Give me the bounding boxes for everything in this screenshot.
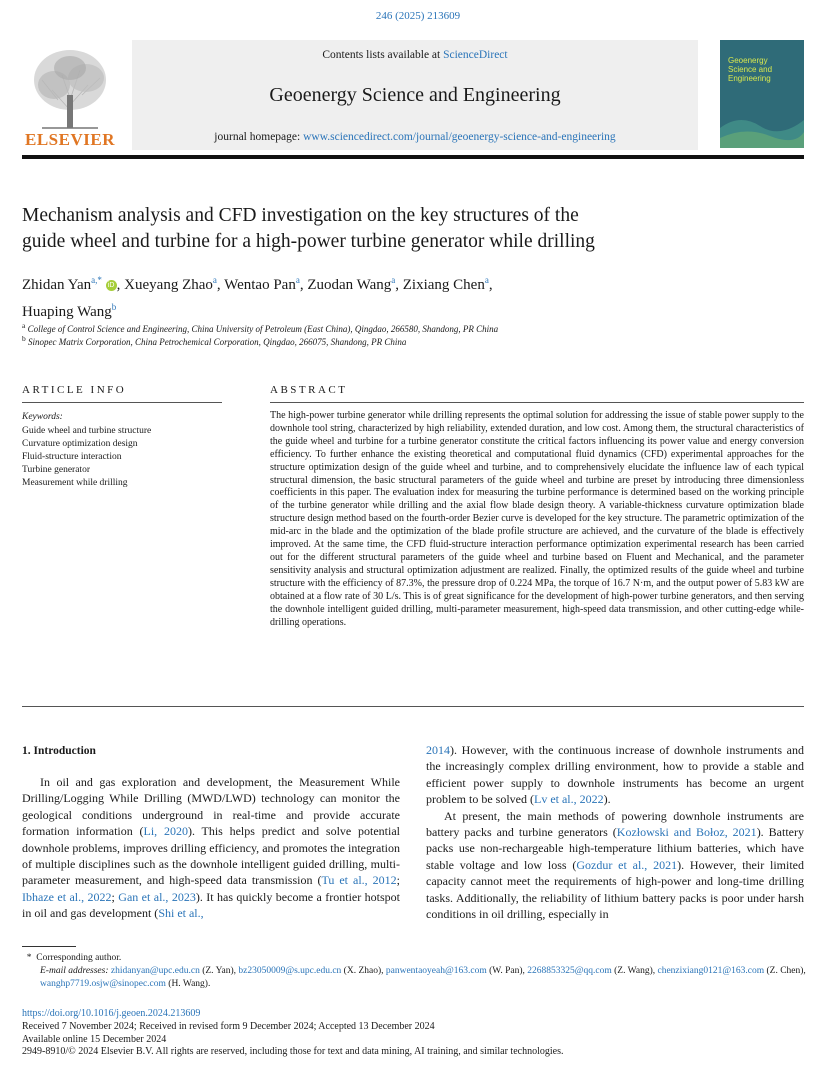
affiliation-sup: b bbox=[22, 334, 26, 343]
title-line-1: Mechanism analysis and CFD investigation on the key structures of the bbox=[22, 205, 579, 226]
paragraph-text: ). This helps predict and solve potential downhole problems, improves drilling efficiency, and promotes the integration of multiple disciplines such as the downhole intelligent guided drilling, multi-parameter measurement, and high-speed data transmission ( bbox=[22, 824, 400, 888]
intro-left-column bbox=[22, 774, 400, 922]
email-link[interactable]: panwentaoyeah@163.com bbox=[385, 966, 487, 976]
footnotes bbox=[22, 952, 812, 991]
author-list: Zhidan Yan$^{a,*}$ iD , Xueyang Zhao$^a$, Wentao Pan$^a$, Zuodan Wang$^a$, Zixiang Chen$^a$, Huaping Wang$^b$ bbox=[22, 275, 493, 320]
article-title bbox=[22, 203, 802, 255]
email-link[interactable]: bz23050009@s.upc.edu.cn bbox=[238, 966, 342, 976]
email-link[interactable]: wanghp7719.osjw@sinopec.com bbox=[40, 979, 166, 989]
intro-paragraph bbox=[426, 742, 804, 808]
contents-line bbox=[132, 49, 698, 61]
online-date: Available online 15 December 2024 bbox=[22, 1033, 167, 1045]
corresponding-text: Corresponding author. bbox=[36, 953, 122, 963]
author-affil-sup[interactable]: b bbox=[111, 302, 117, 312]
paragraph-text: ). It has quickly become a frontier hotspot in oil and gas development ( bbox=[22, 889, 401, 921]
keyword-item: Turbine generator bbox=[22, 465, 90, 475]
author-affil-sup[interactable]: a bbox=[295, 275, 300, 285]
author-affil-sup[interactable]: a bbox=[484, 275, 489, 285]
affiliation-text: Sinopec Matrix Corporation, China Petrochemical Corporation, Qingdao, 266075, Shandong, PR China bbox=[28, 337, 407, 347]
email-link[interactable]: chenzixiang0121@163.com bbox=[657, 966, 765, 976]
intro-right-column bbox=[426, 742, 804, 922]
affiliation-b bbox=[22, 334, 406, 347]
received-dates: Received 7 November 2024; Received in revised form 9 December 2024; Accepted 13 December 2024 bbox=[22, 1021, 435, 1032]
affiliation-sup: a bbox=[22, 321, 26, 330]
paragraph-text: ; bbox=[396, 873, 400, 888]
intro-paragraph bbox=[426, 808, 804, 923]
citation-link[interactable]: Lv et al., 2022 bbox=[533, 792, 604, 807]
author-name[interactable]: Zhidan Yan bbox=[22, 277, 92, 293]
keywords-label: Keywords: bbox=[22, 412, 63, 422]
cover-title-line: Engineering bbox=[728, 74, 771, 83]
citation-link[interactable]: Kozłowski and Bołoz, 2021 bbox=[616, 825, 757, 840]
journal-name: Geoenergy Science and Engineering bbox=[269, 84, 561, 106]
homepage-prefix: journal homepage: bbox=[214, 131, 304, 143]
keyword-item: Curvature optimization design bbox=[22, 439, 138, 449]
email-label: E-mail addresses: bbox=[40, 966, 111, 976]
keyword-item: Fluid-structure interaction bbox=[22, 452, 122, 462]
cover-title-line: Geoenergy bbox=[728, 56, 768, 65]
article-info-heading: ARTICLE INFO bbox=[22, 384, 127, 396]
email-owner: (Z. Yan), bbox=[199, 966, 239, 976]
author-name[interactable]: Wentao Pan bbox=[224, 277, 296, 293]
email-owner: (Z. Chen), bbox=[764, 966, 806, 976]
cover-title bbox=[728, 56, 772, 83]
paragraph-text: ). However, their limited capacity cannot meet the requirements of high-power and long-time drilling tasks. Additionally, the reliability of lithium battery packs is poor under harsh conditions in oil drilling, especially in bbox=[426, 857, 805, 922]
top-citation[interactable]: 246 (2025) 213609 bbox=[375, 10, 461, 22]
footnote-rule bbox=[22, 946, 76, 947]
paragraph-text: ). bbox=[603, 792, 611, 807]
author-name[interactable]: Huaping Wang bbox=[22, 304, 112, 320]
author-affil-sup[interactable]: a,* bbox=[91, 275, 102, 285]
paragraph-text: In oil and gas exploration and development, the Measurement While Drilling/Logging While Drilling (MWD/LWD) technology can monitor the geological conditions underground in real-time and provide accurate formation information ( bbox=[22, 775, 400, 839]
author-name[interactable]: Zixiang Chen bbox=[402, 277, 485, 293]
abstract-heading: ABSTRACT bbox=[270, 384, 348, 396]
keywords-list bbox=[22, 425, 151, 490]
journal-homepage-line bbox=[132, 131, 698, 143]
contents-prefix: Contents lists available at bbox=[322, 49, 444, 61]
email-addresses bbox=[22, 965, 812, 991]
author-name[interactable]: Xueyang Zhao bbox=[124, 277, 213, 293]
footnote-star: * bbox=[26, 953, 32, 963]
title-line-2: guide wheel and turbine for a high-power turbine generator while drilling bbox=[22, 231, 595, 252]
citation-link[interactable]: Gozdur et al., 2021 bbox=[576, 857, 678, 872]
citation-link[interactable]: Ibhaze et al., 2022 bbox=[22, 889, 112, 904]
homepage-link[interactable]: www.sciencedirect.com/journal/geoenergy-science-and-engineering bbox=[303, 131, 616, 143]
citation-link[interactable]: Gan et al., 2023 bbox=[118, 889, 196, 904]
orcid-icon[interactable]: iD bbox=[106, 280, 117, 291]
paragraph-text: At present, the main methods of powering downhole instruments are battery packs and turbine generators ( bbox=[426, 808, 804, 840]
citation-link[interactable]: 2014 bbox=[426, 743, 450, 757]
paragraph-text: ). Battery packs use non-rechargeable high-temperature lithium batteries, which have stable voltage and low loss ( bbox=[426, 825, 804, 872]
citation-link[interactable]: Li, 2020 bbox=[143, 824, 188, 839]
keyword-item: Measurement while drilling bbox=[22, 478, 128, 488]
email-link[interactable]: zhidanyan@upc.edu.cn bbox=[110, 966, 200, 976]
email-owner: (W. Pan), bbox=[486, 966, 528, 976]
author-affil-sup[interactable]: a bbox=[391, 275, 396, 285]
corresponding-author-note bbox=[22, 952, 812, 965]
abstract-bottom-rule bbox=[22, 706, 804, 707]
keyword-item: Guide wheel and turbine structure bbox=[22, 426, 152, 436]
citation-link[interactable]: Shi et al., bbox=[158, 906, 204, 921]
email-link[interactable]: 2268853325@qq.com bbox=[527, 966, 612, 976]
email-owner: (X. Zhao), bbox=[341, 966, 386, 976]
section-heading-introduction: 1. Introduction bbox=[22, 745, 96, 757]
cover-title-line: Science and bbox=[728, 65, 773, 74]
email-owner: (H. Wang). bbox=[165, 979, 211, 989]
intro-paragraph bbox=[22, 774, 400, 922]
citation-link[interactable]: Tu et al., 2012 bbox=[321, 873, 397, 888]
email-owner: (Z. Wang), bbox=[611, 966, 658, 976]
author-name[interactable]: Zuodan Wang bbox=[307, 277, 392, 293]
header-rule bbox=[22, 155, 804, 159]
author-affil-sup[interactable]: a bbox=[212, 275, 217, 285]
paragraph-text: ; bbox=[111, 889, 119, 904]
sciencedirect-link[interactable]: ScienceDirect bbox=[443, 49, 508, 61]
abstract-rule bbox=[270, 402, 804, 403]
affiliation-text: College of Control Science and Engineering, China University of Petroleum (East China), Qingdao, 266580, Shandong, PR China bbox=[27, 324, 499, 334]
affiliation-a bbox=[22, 321, 498, 334]
paragraph-text: ). However, with the continuous increase of downhole instruments and the increasingly complex drilling environment, how to provide a stable and efficient power supply to downhole instruments has become an urgent problem to be solved ( bbox=[426, 743, 804, 807]
elsevier-wordmark[interactable]: ELSEVIER bbox=[25, 130, 115, 149]
journal-cover-thumbnail[interactable] bbox=[720, 40, 804, 148]
copyright: 2949-8910/© 2024 Elsevier B.V. All rights are reserved, including those for text and data mining, AI training, and similar technologies. bbox=[22, 1046, 564, 1057]
article-info-rule bbox=[22, 402, 222, 403]
doi-link[interactable]: https://doi.org/10.1016/j.geoen.2024.213609 bbox=[22, 1008, 201, 1019]
cover-artwork bbox=[720, 98, 804, 148]
abstract-text: The high-power turbine generator while drilling represents the optimal solution for addressing the issue of stable power supply to the downhole tool string, characterized by high reliability, extended duration, and low cost. Among them, the structural characteristics of the guide wheel and turbine for a turbine generator constitute the critical factors influencing its power value and energy conversion efficiency. To further enhance the existing theoretical and computational fluid dynamics (CFD) experimental approaches for the structure optimization design of the guide wheel and turbine, and to comprehensively elucidate the influence law of each typical structural dimension, the basic structural parameters of the guide wheel and turbine are preset by introducing three dimensionless coefficients in this paper. The evaluation index for measuring the turbine performance is determined based on the working principle of the turbine generator while drilling and the axial flow blade design theory. A variable-thickness curvature optimization blade structure design method based on the fourth-order Bezier curve is developed for the key structure. The parametric optimization of the mid-arc in the blade and the optimization of the blade profile structure are achieved, and the curvature of the blade is effectively improved. At the same time, the CFD fluid-structure interaction performance optimization experimental research has been carried out for the different structural parameters of the guide wheel and turbine based on Fluent and Mechanical, and the parameter sensitivity analysis and structural optimization adjustment are realized. Finally, the optimized results of the guide wheel and turbine structure with the efficiency of 87.3%, the pressure drop of 0.224 MPa, the torque of 16.7 N·m, and the output power of 5.83 kW are obtained at a flow rate of 30 L/s. This is of great significance for the development of high-power turbine generators, and then serving the downhole intelligent guided drilling, multi-parameter measurement, high-speed data transmission, and other cutting-edge while-drilling operations. bbox=[270, 410, 804, 628]
publication-history bbox=[22, 1021, 812, 1059]
